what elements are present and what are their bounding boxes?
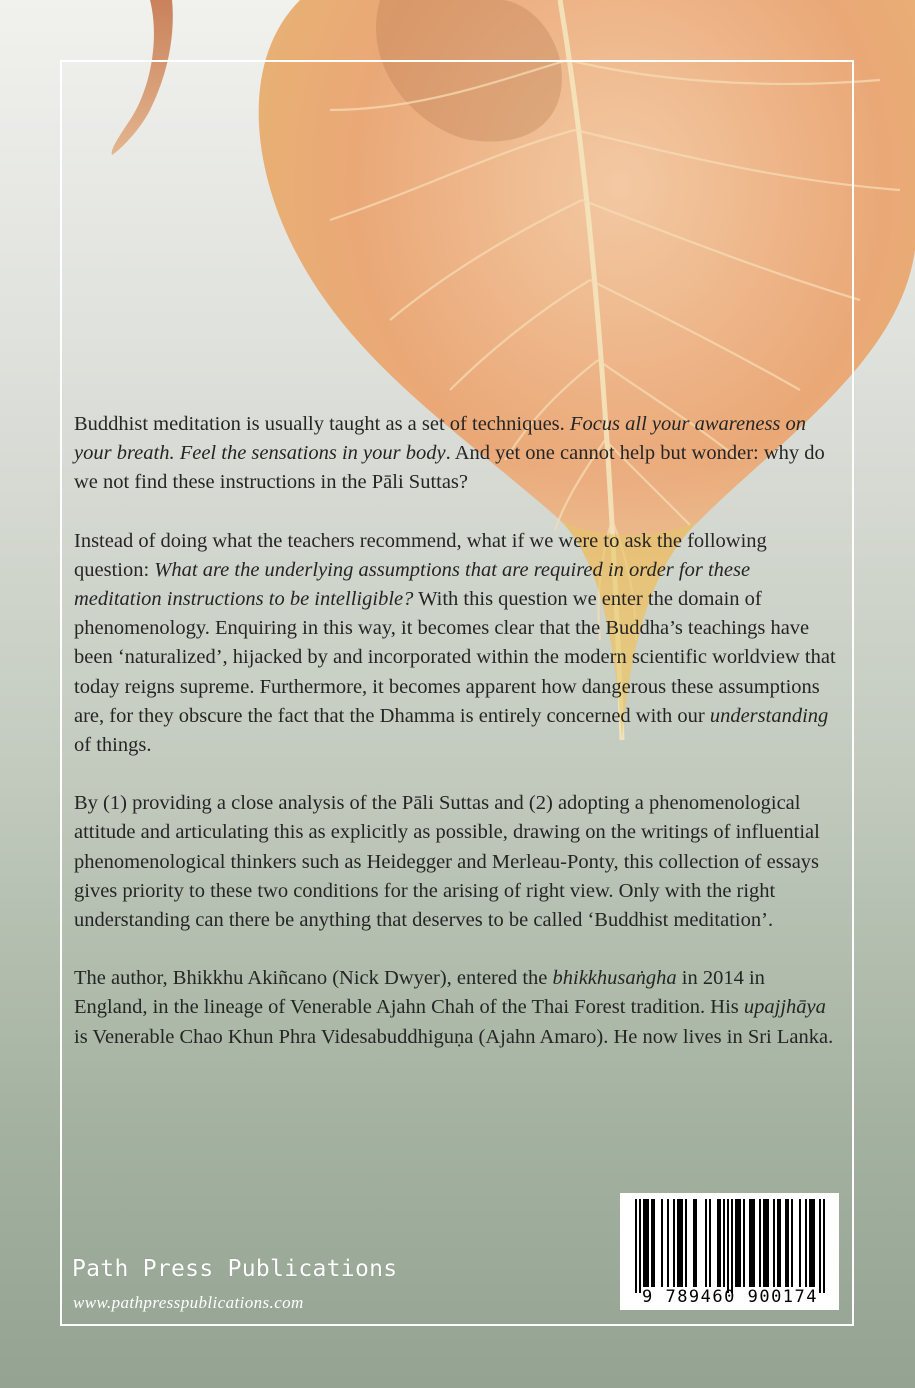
barcode-bar <box>647 1199 649 1287</box>
barcode-bar <box>681 1199 683 1287</box>
barcode-bar <box>751 1199 753 1287</box>
barcode-bar <box>813 1199 815 1287</box>
blurb-italic-text: What are the underlying assumptions that are required in order for these meditation instructions to be intelligible? <box>74 558 751 611</box>
barcode-bar <box>645 1199 647 1287</box>
barcode-bar <box>731 1199 733 1293</box>
barcode-bar <box>787 1199 789 1287</box>
barcode-bar <box>743 1199 745 1287</box>
barcode-bar <box>677 1199 679 1287</box>
barcode-bar <box>667 1199 669 1287</box>
blurb-text: The author, Bhikkhu Akiñcano (Nick Dwyer), entered the <box>74 967 553 990</box>
barcode-bar <box>809 1199 811 1287</box>
barcode-bar <box>737 1199 739 1287</box>
blurb-italic-text: upajjhāya <box>743 996 826 1019</box>
blurb-italic-text: Focus all your awareness on your breath. Feel the sensations in your body <box>74 413 807 465</box>
back-cover-blurb <box>74 410 838 1081</box>
barcode-bar <box>759 1199 761 1287</box>
blurb-text: By (1) providing a close analysis of the Pāli Suttas and (2) adopting a phenomenological attitude and articulating this as explicitly as possible, drawing on the writings of influential phenomenological thinkers such as Heidegger and Merleau-Ponty, this collection of essays gives priority to these two conditions for the arising of right view. Only with the right understanding can there be anything that deserves to be called ‘Buddhist meditation’. <box>74 792 820 932</box>
blurb-text: With this question we enter the domain of phenomenology. Enquiring in this way, it becomes clear that the Buddha’s teachings have been ‘naturalized’, hijacked by and incorporated within the modern scientific worldview that today reigns supreme. Furthermore, it becomes apparent how dangerous these assumptions are, for they obscure the fact that the Dhamma is entirely concerned with our <box>74 588 836 727</box>
barcode-bar <box>819 1199 821 1293</box>
blurb-paragraph-2 <box>74 527 838 761</box>
barcode-bar <box>661 1199 663 1287</box>
publisher-website: www.pathpresspublications.com <box>73 1293 304 1312</box>
barcode-bar <box>685 1199 687 1287</box>
barcode-bar <box>765 1199 767 1287</box>
barcode-bar <box>749 1199 751 1287</box>
barcode-bar <box>739 1199 741 1287</box>
barcode-bar <box>679 1199 681 1287</box>
barcode-bar <box>723 1199 725 1287</box>
barcode-bar <box>805 1199 807 1287</box>
blurb-text: in 2014 in England, in the lineage of Venerable Ajahn Chah of the Thai Forest tradition. His <box>74 967 765 1019</box>
publisher-name: Path Press Publications <box>72 1256 398 1282</box>
isbn-barcode <box>620 1193 839 1310</box>
barcode-bar <box>811 1199 813 1287</box>
barcode-bar <box>767 1199 769 1287</box>
blurb-text: . And yet one cannot help but wonder: why do we not find these instructions in the Pāli Suttas? <box>74 442 825 494</box>
barcode-bar <box>779 1199 781 1287</box>
barcode-bar <box>693 1199 695 1287</box>
barcode-bar <box>635 1199 637 1293</box>
blurb-text: of things. <box>74 734 152 757</box>
barcode-bar <box>799 1199 801 1287</box>
barcode-bar <box>727 1199 729 1293</box>
barcode-bar <box>719 1199 721 1287</box>
blurb-paragraph-3 <box>74 789 838 935</box>
barcode-bar <box>753 1199 755 1287</box>
blurb-text: is Venerable Chao Khun Phra Videsabuddhiguṇa (Ajahn Amaro). He now lives in Sri Lanka. <box>74 1025 834 1048</box>
blurb-italic-text: bhikkhusaṅgha <box>552 967 677 990</box>
barcode-bar <box>673 1199 675 1287</box>
barcode-bar <box>653 1199 655 1287</box>
barcode-bar <box>763 1199 765 1287</box>
barcode-bar <box>735 1199 737 1287</box>
blurb-italic-text: understanding <box>709 704 829 727</box>
barcode-bar <box>643 1199 645 1287</box>
author-bio <box>74 964 838 1052</box>
barcode-bar <box>639 1199 641 1293</box>
barcode-bar <box>773 1199 775 1287</box>
barcode-bar <box>785 1199 787 1287</box>
barcode-bar <box>709 1199 711 1287</box>
blurb-paragraph-1 <box>74 410 838 498</box>
barcode-bar <box>695 1199 697 1287</box>
blurb-text: Instead of doing what the teachers recommend, what if we were to ask the following question: <box>74 529 767 581</box>
barcode-bar <box>717 1199 719 1287</box>
barcode-bar <box>823 1199 825 1293</box>
barcode-bar <box>777 1199 779 1287</box>
blurb-text: Buddhist meditation is usually taught as a set of techniques. <box>74 413 570 435</box>
barcode-bar <box>651 1199 653 1287</box>
barcode-bar <box>705 1199 707 1287</box>
barcode-bar <box>791 1199 793 1287</box>
isbn-number: 9 789460 900174 <box>641 1287 819 1307</box>
